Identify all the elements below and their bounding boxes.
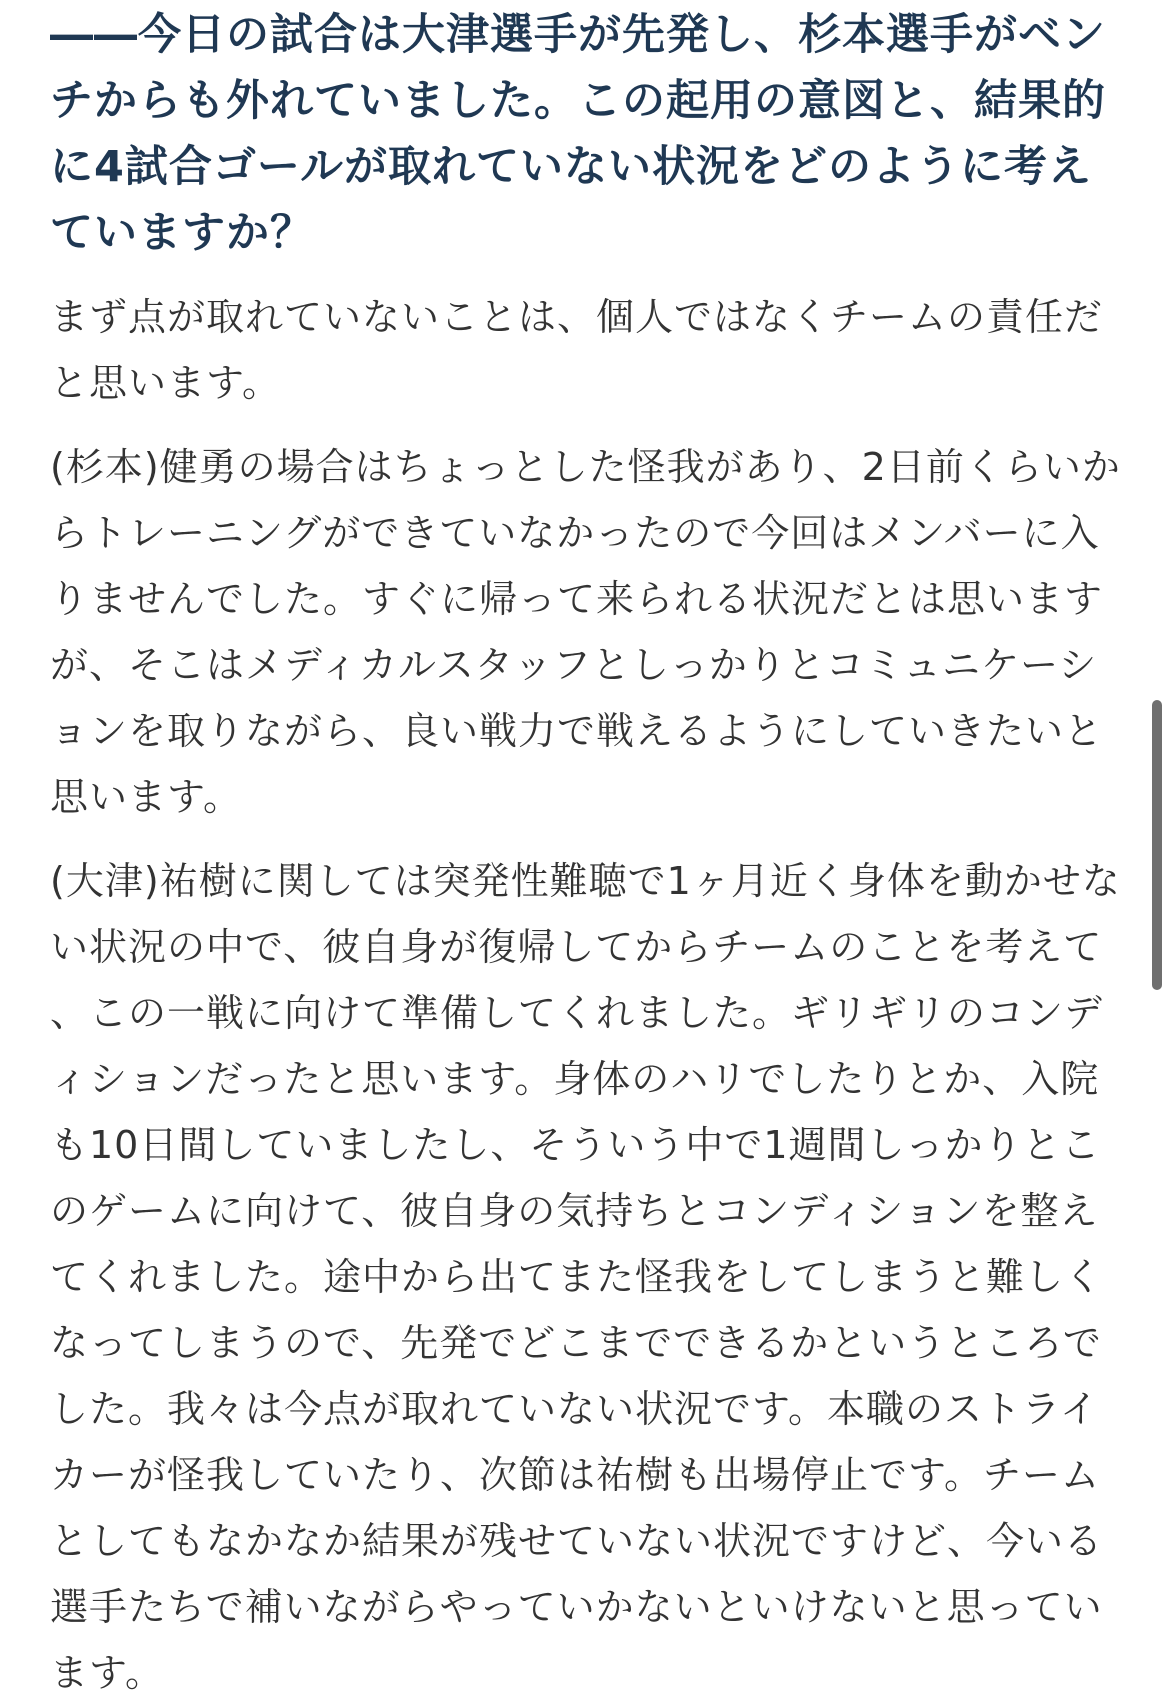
answer-paragraph-2: (杉本)健勇の場合はちょっとした怪我があり、2日前くらいからトレーニングができていなかったので今回はメンバーに入りませんでした。すぐに帰って来られる状況だとは思いますが、そこはメディカルスタッフとしっかりとコミュニケーションを取りながら、良い戦力で戦えるようにしていきたいと思います。: [50, 445, 1121, 819]
answer-paragraph-3: (大津)祐樹に関しては突発性難聴で1ヶ月近く身体を動かせない状況の中で、彼自身が復帰してからチームのことを考えて、この一戦に向けて準備してくれました。ギリギリのコンディションだったと思います。身体のハリでしたりとか、入院も10日間していましたし、そういう中で1週間しっかりとこのゲームに向けて、彼自身の気持ちとコンディションを整えてくれました。途中から出てまた怪我をしてしまうと難しくなってしまうので、先発でどこまでできるかというところでした。我々は今点が取れていない状況です。本職のストライカーが怪我していたり、次節は祐樹も出場停止です。チームとしてもなかなか結果が残せていない状況ですけど、今いる選手たちで補いながらやっていかないといけないと思っています。: [50, 859, 1121, 1695]
answer-paragraph-1: まず点が取れていないことは、個人ではなくチームの責任だと思います。: [50, 295, 1104, 405]
vertical-scrollbar-thumb[interactable]: [1152, 700, 1162, 990]
interview-question: ――今日の試合は大津選手が先発し、杉本選手がベンチからも外れていました。この起用の意図と、結果的に4試合ゴールが取れていない状況をどのように考えていますか？: [50, 10, 1106, 258]
article-body: [50, 0, 1122, 1706]
